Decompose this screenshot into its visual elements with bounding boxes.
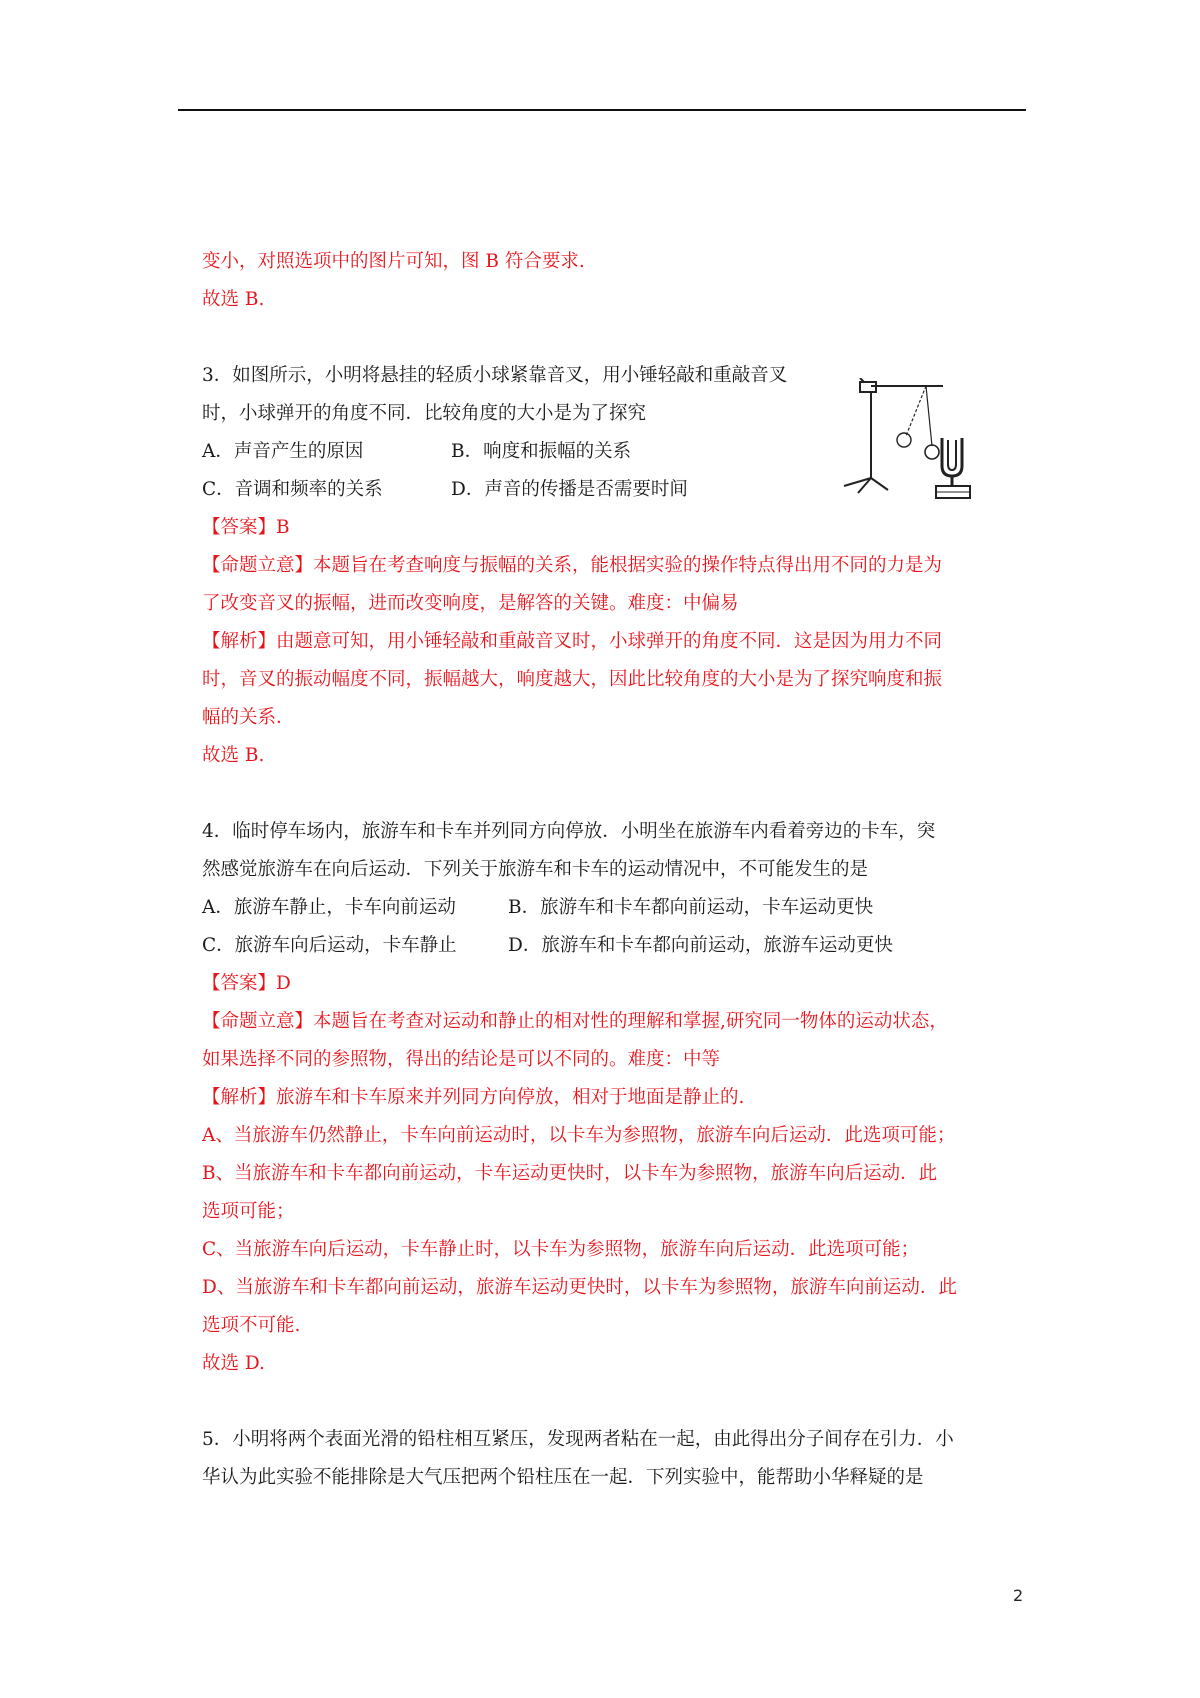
q3-option-d: D．声音的传播是否需要时间 [451, 479, 688, 500]
page-number: 2 [1013, 1586, 1024, 1605]
q4-analysis-b-line-1: B、当旅游车和卡车都向前运动，卡车运动更快时，以卡车为参照物，旅游车向后运动．此 [202, 1163, 938, 1184]
continuation-conclusion: 故选 B. [202, 289, 265, 310]
q4-analysis-b-line-2: 选项可能； [202, 1201, 295, 1222]
q5-stem-line-2: 华认为此实验不能排除是大气压把两个铅柱压在一起．下列实验中，能帮助小华释疑的是 [202, 1467, 924, 1488]
q3-option-b: B．响度和振幅的关系 [451, 441, 632, 462]
q3-intent-line-1: 【命题立意】本题旨在考查响度与振幅的关系，能根据实验的操作特点得出用不同的力是为 [202, 555, 943, 576]
q4-conclusion: 故选 D. [202, 1353, 265, 1374]
q3-analysis-line-3: 幅的关系． [202, 707, 295, 728]
q3-stem-line-2: 时，小球弹开的角度不同．比较角度的大小是为了探究 [202, 403, 647, 424]
q3-analysis-line-1: 【解析】由题意可知，用小锤轻敲和重敲音叉时，小球弹开的角度不同．这是因为用力不同 [202, 631, 943, 652]
q5-stem-line-1: 5．小明将两个表面光滑的铅柱相互紧压，发现两者粘在一起，由此得出分子间存在引力．小 [202, 1429, 954, 1450]
q3-conclusion: 故选 B. [202, 745, 265, 766]
q3-option-c: C．音调和频率的关系 [202, 479, 383, 500]
header-rule [178, 109, 1026, 111]
q4-analysis-d-line-1: D、当旅游车和卡车都向前运动，旅游车运动更快时，以卡车为参照物，旅游车向前运动．此 [202, 1277, 957, 1298]
q4-stem-line-1: 4．临时停车场内，旅游车和卡车并列同方向停放．小明坐在旅游车内看着旁边的卡车，突 [202, 821, 936, 842]
q4-stem-line-2: 然感觉旅游车在向后运动．下列关于旅游车和卡车的运动情况中，不可能发生的是 [202, 859, 869, 880]
continuation-line-1: 变小，对照选项中的图片可知，图 B 符合要求. [202, 251, 585, 272]
q3-answer: 【答案】B [202, 517, 290, 538]
q3-option-a: A．声音产生的原因 [202, 441, 364, 462]
q4-analysis-line-1: 【解析】旅游车和卡车原来并列同方向停放，相对于地面是静止的. [202, 1087, 745, 1108]
q3-analysis-line-2: 时，音叉的振动幅度不同，振幅越大，响度越大，因此比较角度的大小是为了探究响度和振 [202, 669, 943, 690]
q4-option-a: A．旅游车静止，卡车向前运动 [202, 897, 456, 918]
q4-option-b: B．旅游车和卡车都向前运动，卡车运动更快 [508, 897, 874, 918]
q4-analysis-c: C、当旅游车向后运动，卡车静止时，以卡车为参照物，旅游车向后运动．此选项可能； [202, 1239, 920, 1260]
q4-analysis-a: A、当旅游车仍然静止，卡车向前运动时，以卡车为参照物，旅游车向后运动．此选项可能； [202, 1125, 956, 1146]
q3-stem-line-1: 3．如图所示，小明将悬挂的轻质小球紧靠音叉，用小锤轻敲和重敲音叉 [202, 365, 788, 386]
q4-answer: 【答案】D [202, 973, 291, 994]
q4-option-c: C．旅游车向后运动，卡车静止 [202, 935, 457, 956]
q4-intent-line-1: 【命题立意】本题旨在考查对运动和静止的相对性的理解和掌握,研究同一物体的运动状态， [202, 1011, 948, 1032]
q4-option-d: D．旅游车和卡车都向前运动，旅游车运动更快 [508, 935, 893, 956]
q4-intent-line-2: 如果选择不同的参照物，得出的结论是可以不同的。难度：中等 [202, 1049, 721, 1070]
q3-intent-line-2: 了改变音叉的振幅，进而改变响度，是解答的关键。难度：中偏易 [202, 593, 739, 614]
q4-analysis-d-line-2: 选项不可能. [202, 1315, 301, 1336]
tuning-fork-pendulum-icon [838, 378, 974, 504]
